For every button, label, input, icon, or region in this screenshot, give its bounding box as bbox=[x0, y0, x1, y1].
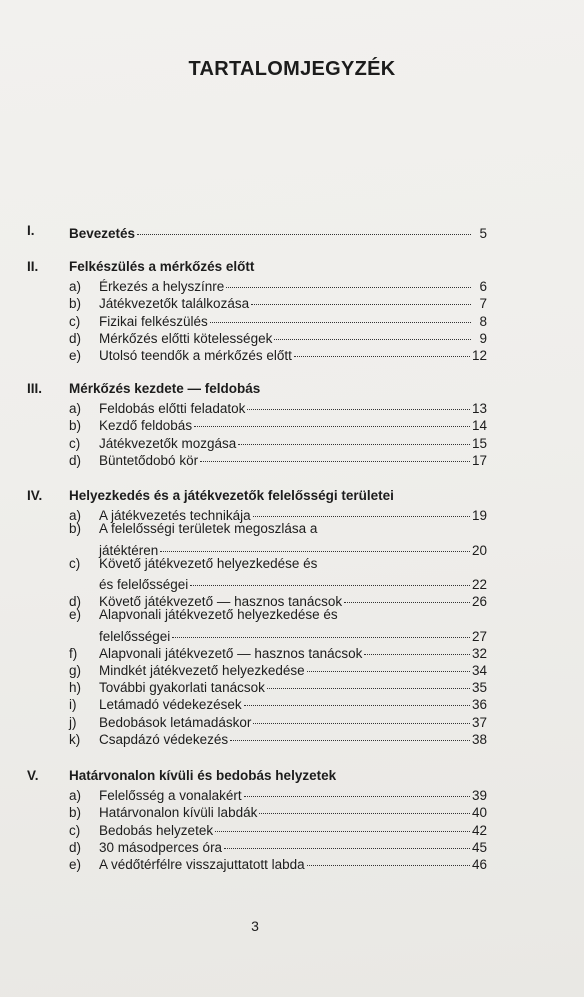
toc-entry bbox=[69, 728, 487, 745]
entry-title: Bedobás helyzetek bbox=[99, 822, 214, 838]
dot-leader bbox=[253, 501, 470, 517]
dot-leader bbox=[307, 656, 470, 672]
entry-letter: a) bbox=[69, 788, 82, 804]
entry-letter: e) bbox=[69, 607, 82, 623]
entry-page-number: 36 bbox=[471, 697, 487, 713]
section-title: Felkészülés a mérkőzés előtt bbox=[69, 259, 255, 274]
entry-page-number: 7 bbox=[479, 296, 487, 312]
dot-leader bbox=[160, 536, 470, 552]
section-title: Mérkőzés kezdete — feldobás bbox=[69, 381, 261, 396]
entry-page-number: 37 bbox=[471, 714, 487, 730]
toc-entry-continued bbox=[99, 539, 487, 556]
entry-letter: j) bbox=[69, 714, 77, 730]
entry-title-continued: felelősségei bbox=[99, 628, 171, 644]
entry-letter: f) bbox=[69, 645, 78, 661]
entry-title: Bedobások letámadáskor bbox=[99, 714, 252, 730]
section-number: II. bbox=[27, 259, 39, 274]
toc-entry bbox=[69, 449, 487, 466]
dot-leader bbox=[215, 816, 470, 832]
entry-letter: i) bbox=[69, 697, 77, 713]
dot-leader bbox=[200, 446, 470, 462]
entry-page-number: 39 bbox=[471, 788, 487, 804]
entry-letter: c) bbox=[69, 313, 81, 329]
entry-letter: c) bbox=[69, 822, 81, 838]
entry-title: Játékvezetők mozgása bbox=[99, 435, 237, 451]
dot-leader bbox=[364, 639, 470, 655]
entry-letter: a) bbox=[69, 508, 82, 524]
toc-entry bbox=[69, 222, 487, 239]
entry-letter: g) bbox=[69, 663, 82, 678]
section-number: V. bbox=[27, 768, 39, 783]
section-title: Határvonalon kívüli és bedobás helyzetek bbox=[69, 768, 337, 783]
entry-page-number: 26 bbox=[471, 594, 487, 610]
entry-page-number: 40 bbox=[471, 805, 487, 821]
entry-letter: h) bbox=[69, 680, 82, 696]
entry-page-number: 34 bbox=[471, 663, 487, 678]
dot-leader bbox=[294, 341, 470, 357]
entry-page-number: 6 bbox=[479, 279, 487, 295]
dot-leader bbox=[259, 798, 470, 814]
entry-page-number: 15 bbox=[471, 435, 487, 451]
dot-leader bbox=[172, 622, 470, 638]
entry-title: Büntetődobó kör bbox=[99, 452, 199, 468]
toc-entry bbox=[69, 344, 487, 361]
section-title: Bevezetés bbox=[69, 226, 136, 241]
toc-entry bbox=[69, 853, 487, 870]
entry-letter: a) bbox=[69, 401, 82, 417]
entry-page-number: 12 bbox=[471, 348, 487, 363]
dot-leader bbox=[238, 429, 470, 445]
entry-title: Érkezés a helyszínre bbox=[99, 279, 225, 295]
entry-title: A játékvezetés technikája bbox=[99, 508, 251, 524]
entry-letter: b) bbox=[69, 418, 82, 434]
dot-leader bbox=[274, 324, 471, 340]
entry-page-number: 35 bbox=[471, 680, 487, 696]
entry-page-number: 13 bbox=[471, 401, 487, 417]
entry-title: Követő játékvezető — hasznos tanácsok bbox=[99, 594, 343, 610]
entry-letter: d) bbox=[69, 330, 82, 346]
entry-page-number: 46 bbox=[471, 857, 487, 872]
entry-letter: d) bbox=[69, 839, 82, 855]
entry-page-number: 20 bbox=[471, 542, 487, 558]
page-number: 3 bbox=[251, 918, 259, 934]
dot-leader bbox=[137, 219, 471, 235]
entry-page-number: 32 bbox=[471, 645, 487, 661]
entry-title: Mindkét játékvezető helyezkedése bbox=[99, 663, 305, 678]
dot-leader bbox=[244, 690, 470, 706]
entry-letter: a) bbox=[69, 279, 82, 295]
entry-title: A védőtérfélre visszajuttatott labda bbox=[99, 857, 305, 872]
dot-leader bbox=[307, 850, 470, 866]
entry-title: További gyakorlati tanácsok bbox=[99, 680, 265, 696]
entry-page-number: 17 bbox=[471, 452, 487, 468]
entry-page-number: 42 bbox=[471, 822, 487, 838]
entry-title: A felelősségi területek megoszlása a bbox=[99, 521, 318, 537]
entry-page-number: 22 bbox=[471, 577, 487, 592]
entry-letter: e) bbox=[69, 348, 82, 363]
entry-title: 30 másodperces óra bbox=[99, 839, 223, 855]
page-title: TARTALOMJEGYZÉK bbox=[188, 58, 396, 80]
entry-title: Határvonalon kívüli labdák bbox=[99, 805, 258, 821]
entry-title: Letámadó védekezések bbox=[99, 697, 242, 713]
section-number: IV. bbox=[27, 488, 43, 503]
entry-letter: c) bbox=[69, 435, 81, 451]
dot-leader bbox=[194, 411, 470, 427]
dot-leader bbox=[253, 708, 470, 724]
entry-letter: b) bbox=[69, 296, 82, 312]
section-number: III. bbox=[27, 381, 43, 396]
dot-leader bbox=[226, 272, 471, 288]
entry-title: Csapdázó védekezés bbox=[99, 731, 229, 747]
entry-letter: c) bbox=[69, 555, 81, 571]
dot-leader bbox=[267, 673, 470, 689]
entry-page-number: 45 bbox=[471, 839, 487, 855]
dot-leader bbox=[244, 781, 470, 797]
dot-leader bbox=[210, 307, 471, 323]
dot-leader bbox=[251, 289, 471, 305]
entry-letter: b) bbox=[69, 805, 82, 821]
entry-title: Mérkőzés előtti kötelességek bbox=[99, 330, 273, 346]
entry-page-number: 9 bbox=[479, 330, 487, 346]
section-number: I. bbox=[27, 223, 35, 238]
entry-page-number: 5 bbox=[479, 226, 487, 241]
dot-leader bbox=[344, 587, 470, 603]
entry-title: Utolsó teendők a mérkőzés előtt bbox=[99, 348, 292, 363]
dot-leader bbox=[224, 833, 470, 849]
entry-title: Kezdő feldobás bbox=[99, 418, 193, 434]
entry-letter: e) bbox=[69, 857, 82, 872]
entry-title: Felelősség a vonalakért bbox=[99, 788, 242, 804]
entry-letter: d) bbox=[69, 452, 82, 468]
entry-title: Fizikai felkészülés bbox=[99, 313, 208, 329]
dot-leader bbox=[190, 570, 470, 586]
entry-page-number: 14 bbox=[471, 418, 487, 434]
entry-page-number: 27 bbox=[471, 628, 487, 644]
entry-letter: k) bbox=[69, 731, 81, 747]
entry-page-number: 19 bbox=[471, 508, 487, 524]
dot-leader bbox=[247, 394, 470, 410]
dot-leader bbox=[230, 725, 470, 741]
entry-title-continued: játéktéren bbox=[99, 542, 159, 558]
toc-entry bbox=[69, 504, 487, 524]
entry-page-number: 8 bbox=[479, 313, 487, 329]
entry-letter: d) bbox=[69, 594, 82, 610]
entry-title: Alapvonali játékvezető helyezkedése és bbox=[99, 607, 338, 623]
section-title: Helyezkedés és a játékvezetők felelősségi területei bbox=[69, 488, 394, 503]
entry-title: Követő játékvezető helyezkedése és bbox=[99, 555, 318, 571]
entry-title: Alapvonali játékvezető — hasznos tanácsok bbox=[99, 645, 363, 661]
entry-title-continued: és felelősségei bbox=[99, 577, 189, 592]
toc-entry bbox=[69, 590, 487, 610]
entry-title: Feldobás előtti feladatok bbox=[99, 401, 246, 417]
entry-page-number: 38 bbox=[471, 731, 487, 747]
entry-letter: b) bbox=[69, 521, 82, 537]
entry-title: Játékvezetők találkozása bbox=[99, 296, 250, 312]
